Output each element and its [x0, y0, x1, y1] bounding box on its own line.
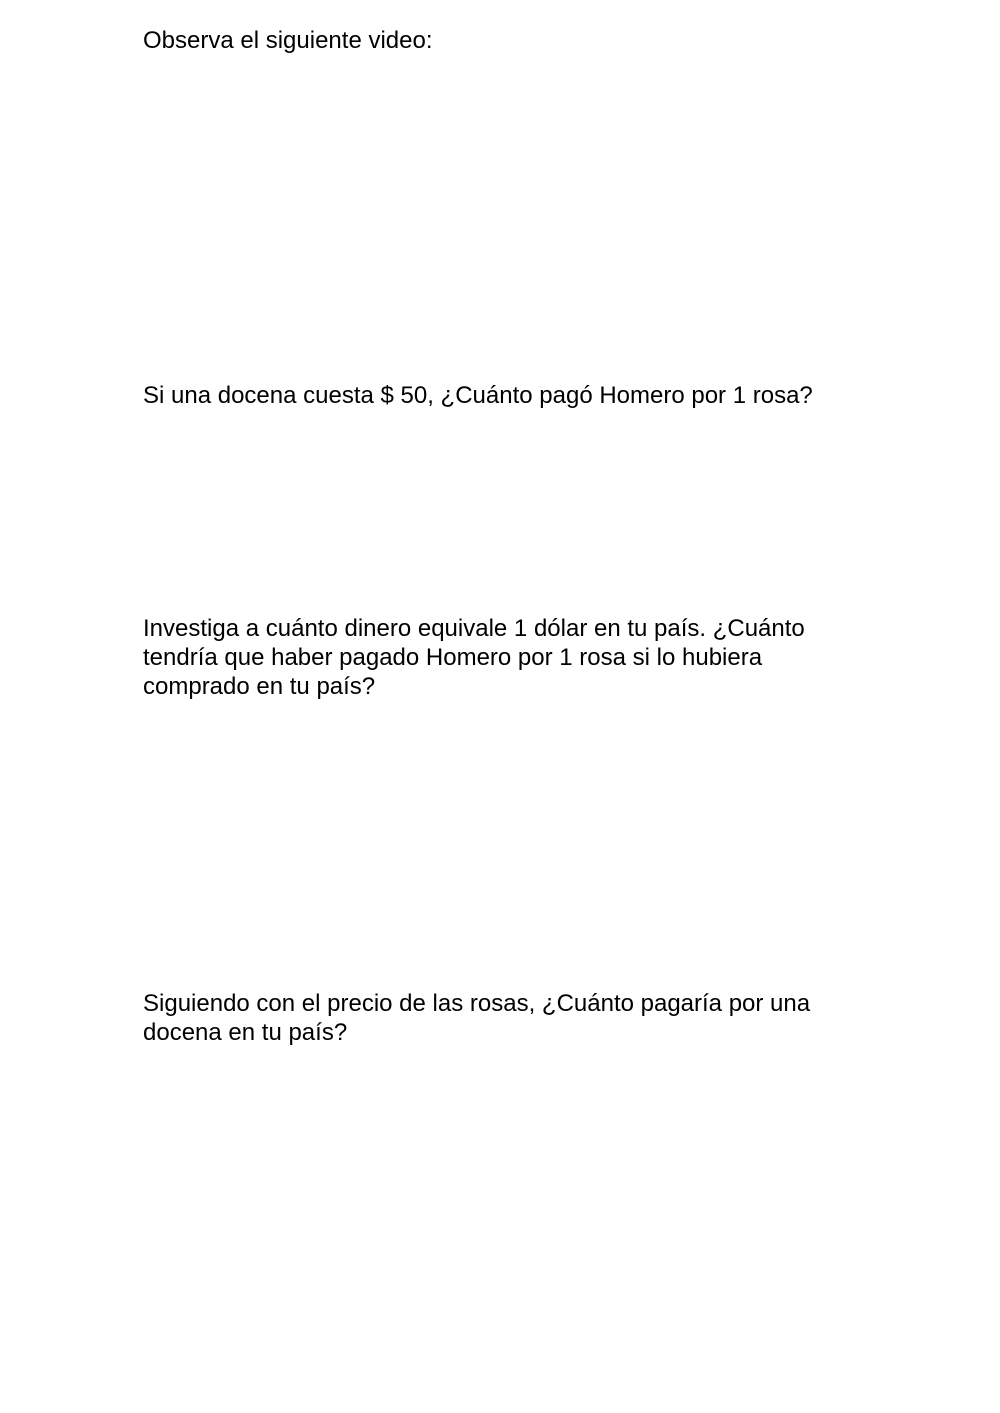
intro-line: Observa el siguiente video:: [143, 27, 433, 54]
question-3-line-2: docena en tu país?: [143, 1019, 348, 1046]
question-2-line-3: comprado en tu país?: [143, 673, 376, 700]
intro-text: [143, 26, 863, 55]
question-3-line-1: Siguiendo con el precio de las rosas, ¿Cuánto pagaría por una: [143, 990, 811, 1017]
question-2: [143, 614, 863, 701]
question-2-line-1: Investiga a cuánto dinero equivale 1 dólar en tu país. ¿Cuánto: [143, 615, 805, 642]
question-1-line: Si una docena cuesta $ 50, ¿Cuánto pagó Homero por 1 rosa?: [143, 382, 813, 409]
question-3: [143, 989, 863, 1047]
question-2-line-2: tendría que haber pagado Homero por 1 rosa si lo hubiera: [143, 644, 763, 671]
question-1: [143, 381, 863, 410]
